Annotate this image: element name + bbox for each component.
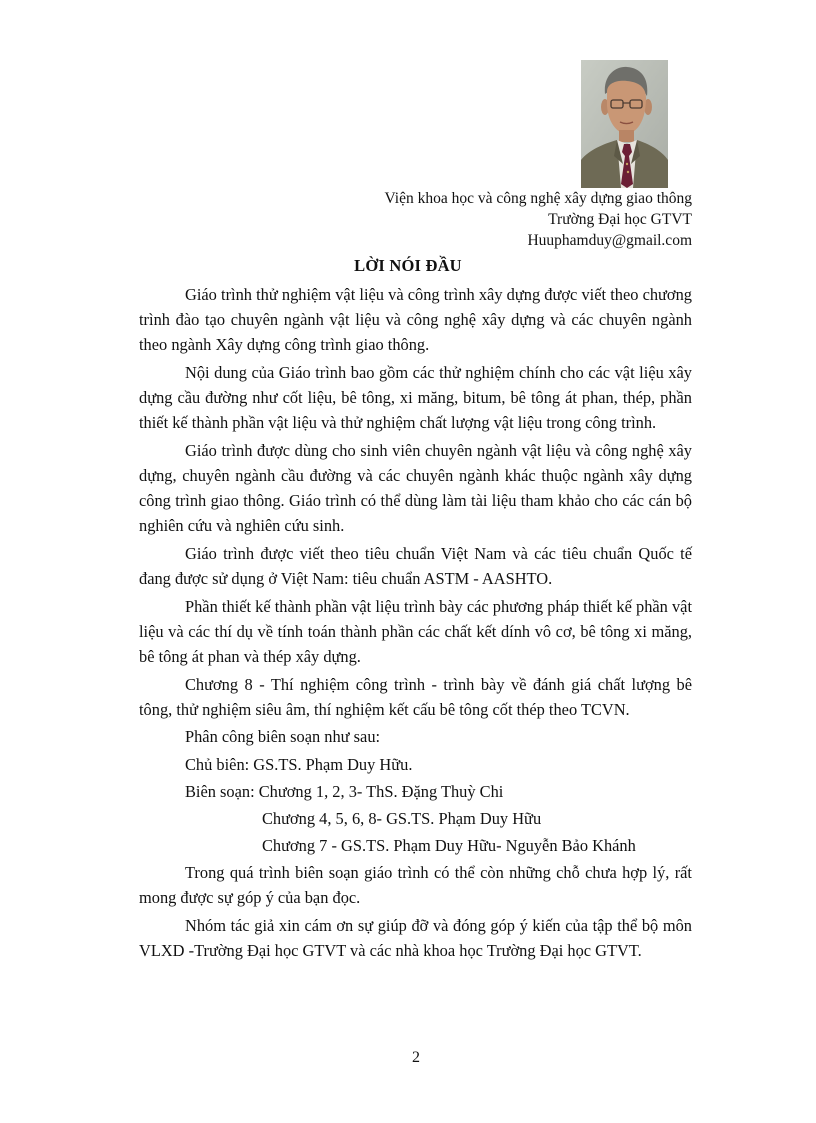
paragraph: Giáo trình được viết theo tiêu chuẩn Việt Nam và các tiêu chuẩn Quốc tế đang được sử dụng ở Việt Nam: tiêu chuẩn ASTM - AASHTO. xyxy=(139,544,692,589)
page-number: 2 xyxy=(412,1049,420,1066)
authors-line: Chương 7 - GS.TS. Phạm Duy Hữu- Nguyễn Bảo Khánh xyxy=(262,836,636,856)
institute-name: Viện khoa học và công nghệ xây dựng giao thông xyxy=(384,190,692,207)
closing-paragraph: Nhóm tác giả xin cám ơn sự giúp đỡ và đóng góp ý kiến của tập thể bộ môn VLXD -Trường Đại học GTVT và các nhà khoa học Trường Đại học GTVT. xyxy=(139,915,692,961)
author-portrait-photo xyxy=(581,60,668,188)
university-name: Trường Đại học GTVT xyxy=(548,211,692,228)
assignment-intro: Phân công biên soạn như sau: xyxy=(185,727,381,747)
preface-body xyxy=(139,280,692,963)
author-affiliation xyxy=(385,188,693,251)
paragraph: Giáo trình thử nghiệm vật liệu và công trình xây dựng được viết theo chương trình đào tạo chuyên ngành vật liệu và công nghệ xây dựng và các chuyên ngành theo ngành Xây dựng công trình giao thông. xyxy=(139,284,692,354)
paragraph: Nội dung của Giáo trình bao gồm các thử nghiệm chính cho các vật liệu xây dựng cầu đường như cốt liệu, bê tông, xi măng, bitum, bê tông át phan, thép, phần thiết kế thành phần vật liệu và thử nghiệm chất lượng vật liệu trong công trình. xyxy=(139,362,692,433)
closing-paragraph: Trong quá trình biên soạn giáo trình có thể còn những chỗ chưa hợp lý, rất mong được sự góp ý của bạn đọc. xyxy=(139,862,692,908)
paragraph: Giáo trình được dùng cho sinh viên chuyên ngành vật liệu và công nghệ xây dựng, chuyên ngành cầu đường và các chuyên ngành khác thuộc ngành xây dựng công trình giao thông. Giáo trình có thể dùng làm tài liệu tham khảo cho các cán bộ nghiên cứu và nghiên cứu sinh. xyxy=(139,440,692,536)
paragraph: Phần thiết kế thành phần vật liệu trình bày các phương pháp thiết kế phần vật liệu và các thí dụ về tính toán thành phần các chất kết dính vô cơ, bê tông xi măng, bê tông át phan và thép xây dựng. xyxy=(139,596,692,667)
authors-line: Biên soạn: Chương 1, 2, 3- ThS. Đặng Thuỳ Chi xyxy=(185,781,504,801)
paragraph: Chương 8 - Thí nghiệm công trình - trình bày về đánh giá chất lượng bê tông, thử nghiệm siêu âm, thí nghiệm kết cấu bê tông cốt thép theo TCVN. xyxy=(139,675,692,720)
page-title: LỜI NÓI ĐẦU xyxy=(354,256,462,275)
author-email: Huuphamduy@gmail.com xyxy=(527,232,692,249)
chief-editor-line: Chủ biên: GS.TS. Phạm Duy Hữu. xyxy=(185,754,413,774)
authors-line: Chương 4, 5, 6, 8- GS.TS. Phạm Duy Hữu xyxy=(262,809,542,829)
